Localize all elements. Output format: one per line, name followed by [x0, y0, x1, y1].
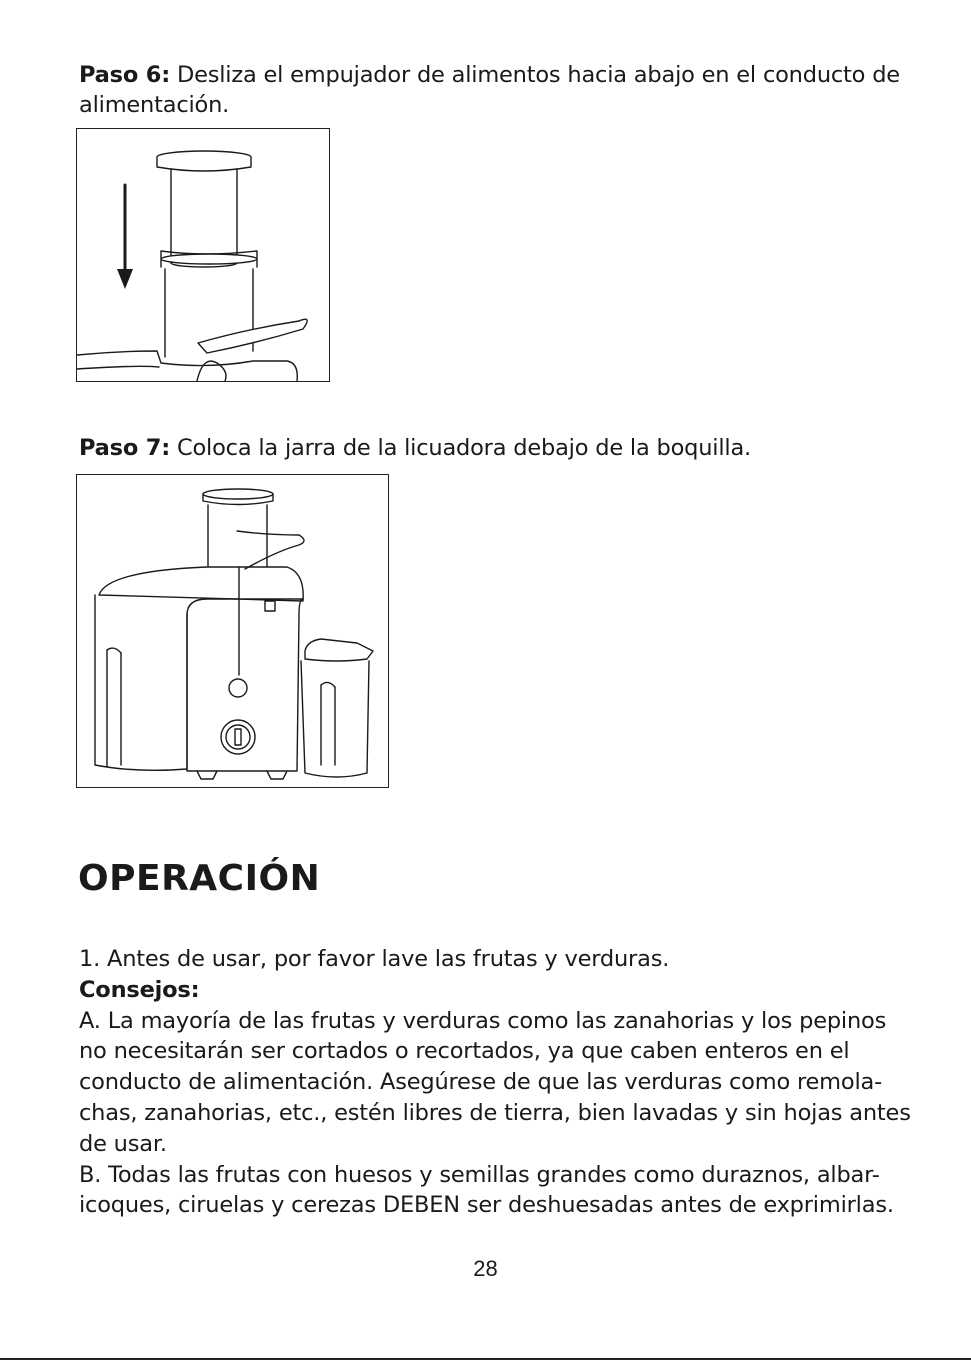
- operation-instructions: [79, 944, 913, 1221]
- instruction-item-1: 1. Antes de usar, por favor lave las frutas y verduras.: [79, 946, 670, 972]
- step-6-instruction: [79, 60, 911, 120]
- page-number: 28: [473, 1256, 498, 1281]
- feed-chute-icon: [77, 251, 307, 381]
- step-6-text: Desliza el empujador de alimentos hacia abajo en el conducto de alimentación.: [79, 62, 900, 118]
- step-7-label: Paso 7:: [79, 435, 171, 461]
- step-7-instruction: [79, 433, 911, 463]
- juice-jug-icon: [301, 639, 373, 777]
- step-7-illustration: [76, 474, 389, 788]
- down-arrow-icon: [117, 185, 133, 289]
- tip-b: B. Todas las frutas con huesos y semillas grandes como duraznos, albar-icoques, ciruelas y cerezas DEBEN ser deshuesadas antes de exprimirlas.: [79, 1161, 894, 1219]
- bottom-divider: [0, 1358, 971, 1360]
- tips-label: Consejos:: [79, 976, 200, 1003]
- section-title: OPERACIÓN: [78, 858, 321, 899]
- tip-a: A. La mayoría de las frutas y verduras como las zanahorias y los pepinos no necesitarán ser cortados o recortados, ya que caben enteros en el conducto de alimentación. Asegúrese de que las verduras como remola-chas, zanahorias, etc., estén libres de tierra, bien lavadas y sin hojas antes de usar.: [79, 1007, 911, 1157]
- step-6-label: Paso 6:: [79, 62, 171, 88]
- food-pusher-icon: [157, 151, 251, 267]
- step-6-illustration: [76, 128, 330, 382]
- step-7-text: Coloca la jarra de la licuadora debajo de la boquilla.: [170, 435, 751, 461]
- juicer-body-icon: [95, 489, 304, 779]
